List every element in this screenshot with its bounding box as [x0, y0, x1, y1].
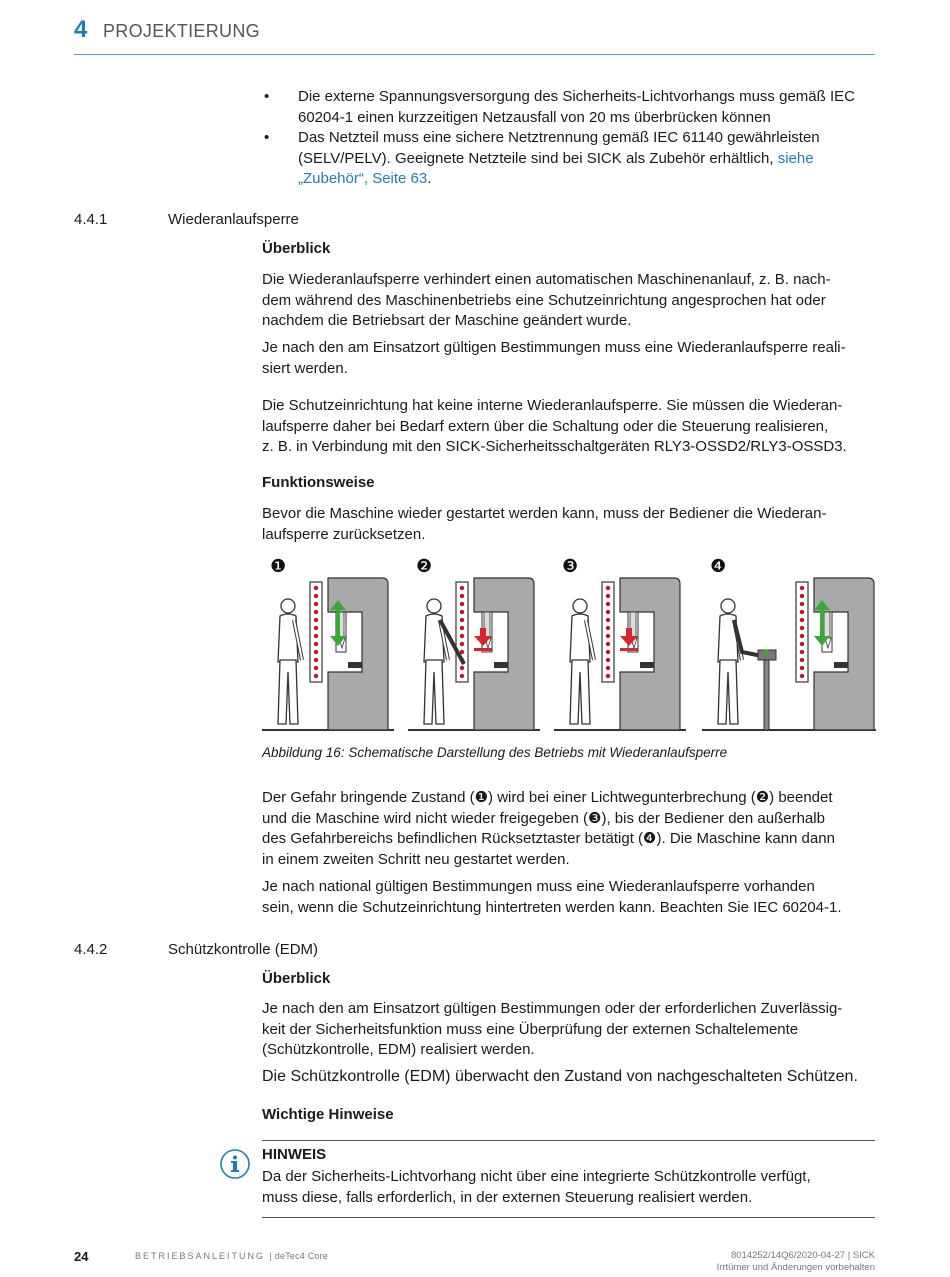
- figure-panel-2: [408, 556, 540, 730]
- section-number: 4.4.1: [74, 211, 108, 228]
- subheading-overview: Überblick: [262, 240, 331, 257]
- figure-panel-4: [702, 556, 876, 730]
- page-number: 24: [74, 1249, 89, 1264]
- disclaimer: Irrtümer und Änderungen vorbehalten: [716, 1262, 875, 1273]
- section-title: Schützkontrolle (EDM): [168, 941, 319, 958]
- note-text: Da der Sicherheits-Lichtvorhang nicht über eine integrierte Schützkontrolle verfügt, muss diese, falls erforderlich, in der externen Steuerung realisiert werden.: [262, 1168, 811, 1206]
- figure-panel-3: [554, 556, 686, 730]
- page-header: [74, 14, 875, 55]
- footer-document: BETRIEBSANLEITUNG | deTec4 Core: [135, 1251, 329, 1261]
- restart-interlock-figure: [262, 552, 876, 735]
- subheading-function: Funktionsweise: [262, 474, 375, 491]
- paragraph: Der Gefahr bringende Zustand (❶) wird bei einer Lichtwegunterbrechung (❷) beendet und die Maschine wird nicht wieder freigegeben (❸), bis der Bediener den außerhalb des Gefahrbereichs befindlichen Rücksetztaster betätigt (❹). Die Maschine kann dann in einem zweiten Schritt neu gestartet werden.: [262, 789, 835, 868]
- figure-caption: Abbildung 16: Schematische Darstellung des Betriebs mit Wiederanlaufsperre: [262, 745, 728, 760]
- subheading-notes: Wichtige Hinweise: [262, 1106, 394, 1123]
- figure-panel-1: [262, 556, 394, 730]
- document-id: 8014252/14Q6/2020-04-27 | SICK: [730, 1250, 875, 1261]
- note-divider-bottom: [262, 1217, 875, 1218]
- note-divider-top: [262, 1140, 875, 1141]
- note-title: HINWEIS: [262, 1146, 327, 1163]
- paragraph: Die Schutzeinrichtung hat keine interne Wiederanlaufsperre. Sie müssen die Wiederan- laufsperre daher bei Bedarf extern über die Schaltung oder die Steuerung realisieren, z. B. in Verbindung mit den SICK-Sicherheitsschaltgeräten RLY3-OSSD2/RLY3-OSSD3.: [262, 397, 847, 455]
- step-label: ❶: [270, 556, 287, 577]
- paragraph: Je nach den am Einsatzort gültigen Bestimmungen oder der erforderlichen Zuverlässig- keit der Sicherheitsfunktion muss eine Überprüfung der externen Schaltelemente (Schützkontrolle, EDM) realisiert werden.: [262, 1000, 843, 1058]
- accessories-link[interactable]: siehe „Zubehör“, Seite 63: [298, 149, 814, 187]
- paragraph: Die Schützkontrolle (EDM) überwacht den Zustand von nachgeschalteten Schützen.: [262, 1068, 858, 1085]
- paragraph: Je nach den am Einsatzort gültigen Bestimmungen muss eine Wiederanlaufsperre reali- siert werden.: [262, 339, 846, 377]
- requirements-list: [262, 87, 862, 190]
- subheading-overview: Überblick: [262, 970, 331, 987]
- list-item: • Die externe Spannungsversorgung des Sicherheits-Lichtvorhangs muss gemäß IEC 60204-1 einen kurzzeitigen Netzausfall von 20 ms überbrücken können: [264, 88, 855, 126]
- step-label: ❸: [562, 556, 579, 577]
- paragraph: Die Wiederanlaufsperre verhindert einen automatischen Maschinenanlauf, z. B. nach- dem während des Maschinenbetriebs eine Schutzeinrichtung angesprochen hat oder nachdem die Betriebsart der Maschine geändert wurde.: [262, 271, 831, 329]
- paragraph: Bevor die Maschine wieder gestartet werden kann, muss der Bediener die Wiederan- laufsperre zurücksetzen.: [262, 505, 827, 543]
- step-label: ❷: [416, 556, 433, 577]
- section-title: Wiederanlaufsperre: [168, 211, 299, 228]
- paragraph: Je nach national gültigen Bestimmungen muss eine Wiederanlaufsperre vorhanden sein, wenn die Schutzeinrichtung hintertreten werden kann. Beachten Sie IEC 60204-1.: [262, 878, 842, 916]
- list-item: • Das Netzteil muss eine sichere Netztrennung gemäß IEC 61140 gewährleisten (SELV/PELV). Geeignete Netzteile sind bei SICK als Zubehör erhältlich, siehe „Zubehör“, Seite 63.: [264, 129, 820, 187]
- footer-info: [717, 1250, 875, 1274]
- section-number: 4.4.2: [74, 941, 108, 958]
- chapter-title: PROJEKTIERUNG: [103, 21, 260, 41]
- step-label: ❹: [710, 556, 727, 577]
- reset-button-stand: [758, 649, 776, 730]
- chapter-number: 4: [74, 16, 88, 43]
- info-icon: [220, 1149, 250, 1179]
